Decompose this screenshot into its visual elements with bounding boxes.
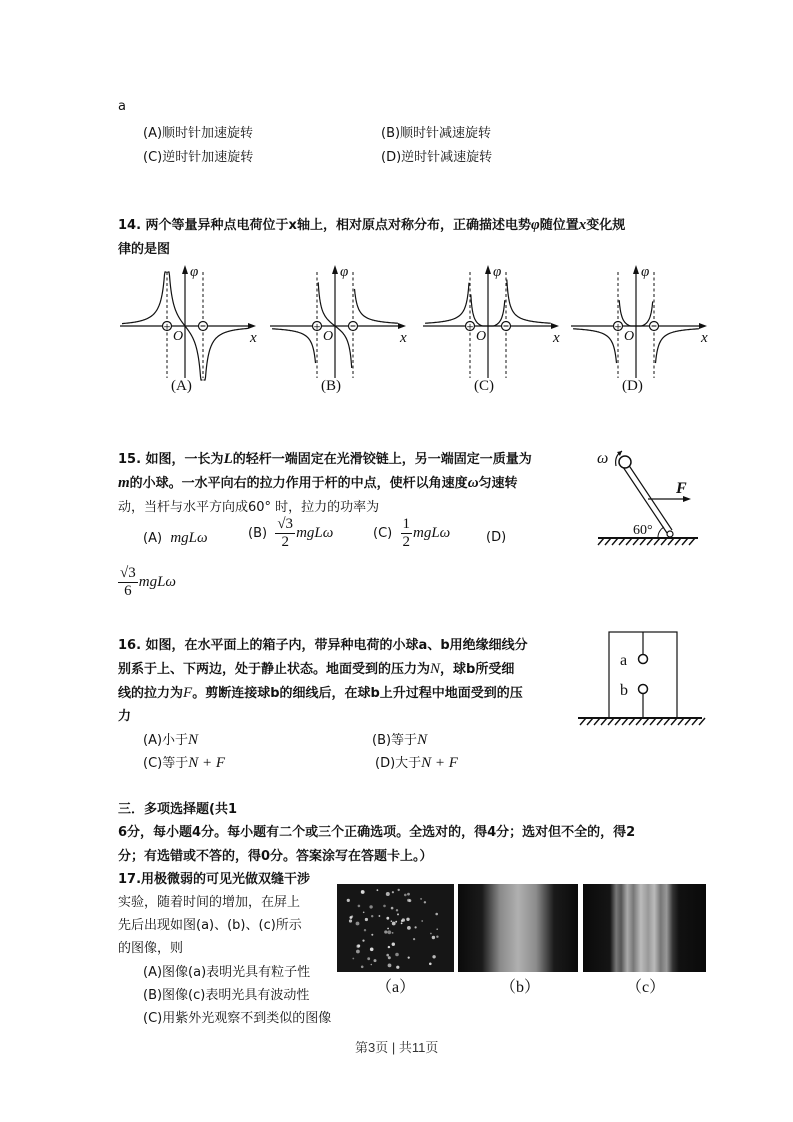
- q16-option-d: [375, 752, 458, 772]
- q15-text: 匀速转: [478, 476, 518, 491]
- ground-hatch: [580, 718, 705, 725]
- fraction-denominator: 2: [281, 534, 289, 550]
- q16-text: 线的拉力为: [118, 686, 184, 701]
- potential-curve: [204, 328, 249, 380]
- option-expr: mgLω: [296, 525, 334, 541]
- x-axis-arrow: [248, 323, 256, 329]
- y-axis-label: φ: [641, 264, 650, 280]
- fraction-numerator: 1: [402, 516, 410, 532]
- q15-option-d-label: (D): [486, 530, 507, 545]
- image-a-label: （a）: [376, 979, 416, 996]
- q16-stem-line3: [118, 682, 523, 702]
- fraction-1-over-2: [401, 516, 413, 551]
- potential-curve: [507, 280, 551, 324]
- q15-option-b: [248, 516, 333, 551]
- fraction-numerator: √3: [277, 516, 294, 532]
- option-expr: N: [417, 732, 428, 748]
- q14-stem-line2: 律的是图: [118, 242, 171, 257]
- q16-stem-line4: 力: [118, 709, 132, 724]
- option-label: (A): [143, 531, 163, 546]
- option-label: (D)大于: [375, 756, 422, 771]
- ball-a: [639, 655, 648, 664]
- N-symbol: N: [430, 661, 441, 677]
- section3-heading-line3: 分；有选错或不答的，得0分。答案涂写在答题卡上。）: [118, 849, 433, 864]
- q17-stem-line1: 17.用极微弱的可见光做双缝干涉: [118, 872, 311, 887]
- option-expr: N: [188, 732, 199, 748]
- section3-heading-line1: 三．多项选择题(共1: [118, 802, 237, 817]
- q16-text: 别系于上、下两边，处于静止状态。地面受到的压力为: [118, 662, 431, 677]
- option-label: (C): [373, 526, 393, 541]
- q17-stem-line2: 实验，随着时间的增加，在屏上: [118, 895, 301, 910]
- q15-option-a: [143, 530, 208, 547]
- origin-label: O: [624, 329, 635, 344]
- q17-stem-line4: 的图像，则: [118, 941, 184, 956]
- q15-stem-line2: [118, 472, 518, 492]
- y-axis-arrow: [633, 265, 639, 274]
- page-footer: 第3页 | 共11页: [355, 1040, 439, 1055]
- option-label: (B): [248, 526, 268, 541]
- image-b: [458, 884, 578, 972]
- hinge: [667, 531, 673, 537]
- image-c-label: （c）: [626, 979, 666, 996]
- plus-sign: +: [614, 322, 622, 333]
- origin-label: O: [476, 329, 487, 344]
- fraction-denominator: 6: [124, 583, 132, 599]
- q16-text: 。剪断连接球b的细线后，在球b上升过程中地面受到的压: [192, 686, 523, 701]
- q16-text: ，球b所受细: [440, 662, 515, 677]
- q16-box-figure: [570, 620, 710, 730]
- angle-label: 60°: [633, 523, 653, 538]
- q15-text: 的轻杆一端固定在光滑铰链上，另一端固定一质量为: [232, 452, 532, 467]
- potential-curve: [122, 272, 167, 324]
- origin-label: O: [323, 329, 334, 344]
- ground-hatch: [598, 538, 698, 545]
- q13-option-a: (A)顺时针加速旋转: [143, 126, 254, 141]
- potential-curve: [425, 283, 469, 324]
- option-expr: N + F: [188, 755, 226, 771]
- y-axis-label: φ: [340, 264, 349, 280]
- fraction-numerator: √3: [120, 565, 136, 581]
- q16-stem-line2: [118, 658, 514, 678]
- q15-stem-line3: 动，当杆与水平方向成60° 时，拉力的功率为: [118, 500, 380, 515]
- option-label: (C)等于: [143, 756, 189, 771]
- option-label: (A)小于: [143, 733, 189, 748]
- image-c: [583, 884, 706, 972]
- q15-stem-line1: [118, 448, 532, 468]
- x-axis-arrow: [699, 323, 707, 329]
- q15-text: 15. 如图，一长为: [118, 452, 224, 467]
- fraction-sqrt3-over-2: [275, 516, 295, 551]
- x-axis-label: x: [553, 330, 560, 346]
- omega-label: ω: [597, 450, 609, 467]
- option-label: (B)等于: [372, 733, 418, 748]
- q17-interference-images: [336, 882, 708, 1012]
- plus-sign: +: [313, 322, 321, 333]
- graph-label: (B): [321, 378, 341, 394]
- x-axis-arrow: [398, 323, 406, 329]
- q15-text: 的小球。一水平向右的拉力作用于杆的中点，使杆以角速度: [129, 476, 468, 491]
- fraction-sqrt3-over-6: [118, 565, 138, 600]
- ball-a-label: a: [620, 652, 628, 669]
- force-label: F: [676, 480, 687, 497]
- potential-graph-c: [423, 262, 563, 397]
- y-axis-arrow: [485, 265, 491, 274]
- potential-graph-d: [571, 262, 711, 397]
- phi-symbol: φ: [530, 217, 540, 233]
- option-expr: N + F: [421, 755, 458, 771]
- q17-option-c: (C)用紫外光观察不到类似的图像: [143, 1011, 332, 1026]
- y-axis-label: φ: [190, 264, 199, 280]
- option-expr: mgLω: [170, 530, 208, 546]
- potential-curve: [272, 329, 316, 363]
- plus-sign: +: [466, 322, 474, 333]
- x-symbol: x: [578, 217, 587, 233]
- q15-option-d: [118, 565, 176, 600]
- omega-symbol: ω: [467, 475, 479, 491]
- q14-text: 变化规: [586, 218, 626, 233]
- graph-label: (C): [474, 378, 494, 394]
- graph-label: (D): [622, 378, 643, 394]
- ball-b: [639, 685, 648, 694]
- q16-option-c: [143, 752, 225, 772]
- m-symbol: m: [118, 475, 130, 491]
- q15-rod-figure: [590, 440, 710, 555]
- q14-stem-line1: [118, 214, 625, 234]
- q13-option-d: (D)逆时针减速旋转: [381, 150, 493, 165]
- q16-option-a: [143, 729, 198, 749]
- q14-text: 随位置: [539, 218, 579, 233]
- potential-graph-a: [120, 262, 260, 397]
- F-symbol: F: [183, 685, 193, 701]
- q16-option-b: [372, 729, 427, 749]
- x-axis-label: x: [701, 330, 708, 346]
- q16-stem-line1: 16. 如图，在水平面上的箱子内，带异种电荷的小球a、b用绝缘细线分: [118, 638, 528, 653]
- y-axis-arrow: [182, 265, 188, 274]
- section3-heading-line2: 6分，每小题4分。每小题有二个或三个正确选项。全选对的，得4分；选对但不全的，得2: [118, 825, 636, 840]
- q17-stem-line3: 先后出现如图(a)、(b)、(c)所示: [118, 918, 302, 933]
- image-a: [337, 884, 454, 972]
- rod: [628, 464, 672, 530]
- plus-sign: +: [163, 322, 171, 333]
- origin-label: O: [173, 329, 184, 344]
- q17-option-b: (B)图像(c)表明光具有波动性: [143, 988, 310, 1003]
- potential-curve: [573, 329, 617, 363]
- L-symbol: L: [223, 451, 233, 467]
- q13-option-c: (C)逆时针加速旋转: [143, 150, 254, 165]
- fraction-denominator: 2: [402, 534, 410, 550]
- q13-option-b: (B)顺时针减速旋转: [381, 126, 492, 141]
- x-axis-label: x: [400, 330, 407, 346]
- ball: [619, 456, 631, 468]
- x-axis-arrow: [551, 323, 559, 329]
- angle-arc: [658, 527, 664, 538]
- potential-curve: [656, 329, 700, 363]
- y-axis-label: φ: [493, 264, 502, 280]
- q14-text: 14. 两个等量异种点电荷位于x轴上，相对原点对称分布，正确描述电势: [118, 218, 531, 233]
- option-expr: mgLω: [138, 574, 176, 590]
- ball-b-label: b: [620, 682, 628, 699]
- y-axis-arrow: [332, 265, 338, 274]
- potential-curve: [355, 289, 399, 323]
- q17-option-a: (A)图像(a)表明光具有粒子性: [143, 965, 311, 980]
- graph-label: (A): [171, 378, 192, 394]
- option-expr: mgLω: [413, 525, 451, 541]
- q15-option-c: [373, 516, 450, 551]
- potential-graph-b: [270, 262, 410, 397]
- q13-stem-tail: a: [118, 99, 126, 114]
- image-b-label: （b）: [500, 979, 541, 996]
- x-axis-label: x: [250, 330, 257, 346]
